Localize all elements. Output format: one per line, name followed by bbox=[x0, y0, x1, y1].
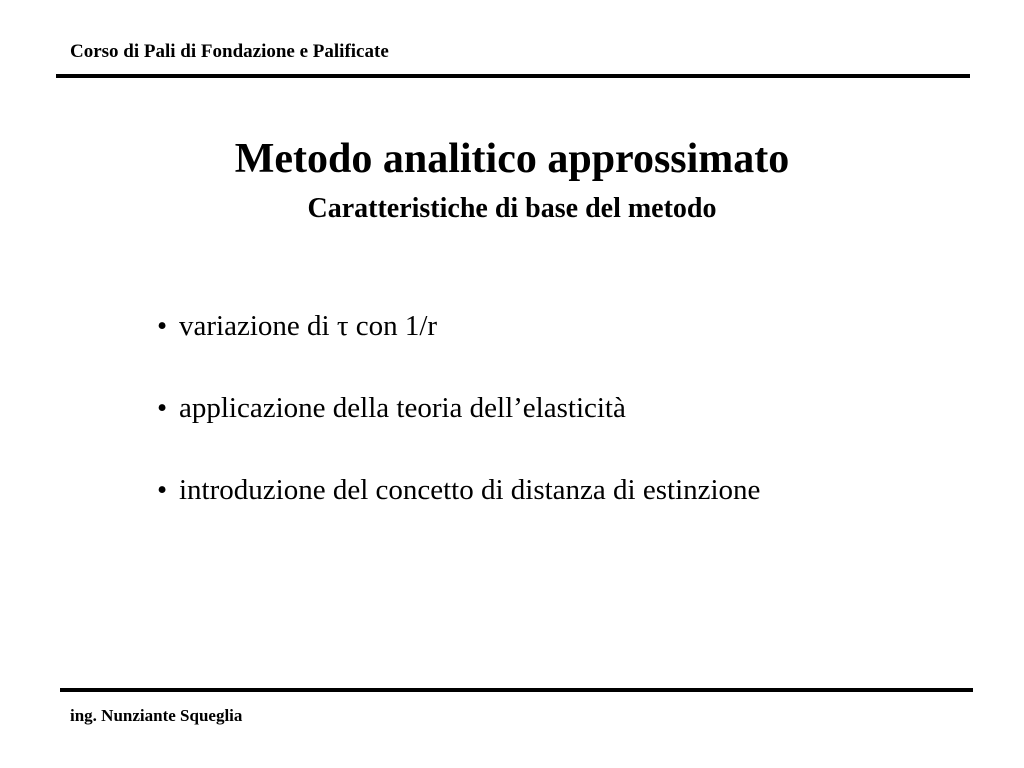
slide-title: Metodo analitico approssimato bbox=[234, 136, 790, 182]
bullet-icon: • bbox=[157, 310, 168, 342]
header-divider bbox=[56, 74, 970, 78]
slide-subtitle: Caratteristiche di base del metodo bbox=[307, 193, 717, 224]
footer-divider bbox=[60, 688, 973, 692]
bullet-item bbox=[157, 472, 760, 508]
bullet-icon: • bbox=[157, 392, 168, 424]
bullet-item bbox=[157, 308, 760, 344]
bullet-list bbox=[157, 308, 760, 554]
course-title: Corso di Pali di Fondazione e Palificate bbox=[70, 41, 389, 62]
bullet-text: applicazione della teoria dell’elasticità bbox=[179, 392, 626, 424]
bullet-text: introduzione del concetto di distanza di estinzione bbox=[179, 474, 761, 506]
bullet-icon: • bbox=[157, 474, 168, 506]
bullet-item bbox=[157, 390, 760, 426]
author-name: ing. Nunziante Squeglia bbox=[70, 706, 243, 725]
bullet-text: variazione di τ con 1/r bbox=[179, 310, 438, 342]
